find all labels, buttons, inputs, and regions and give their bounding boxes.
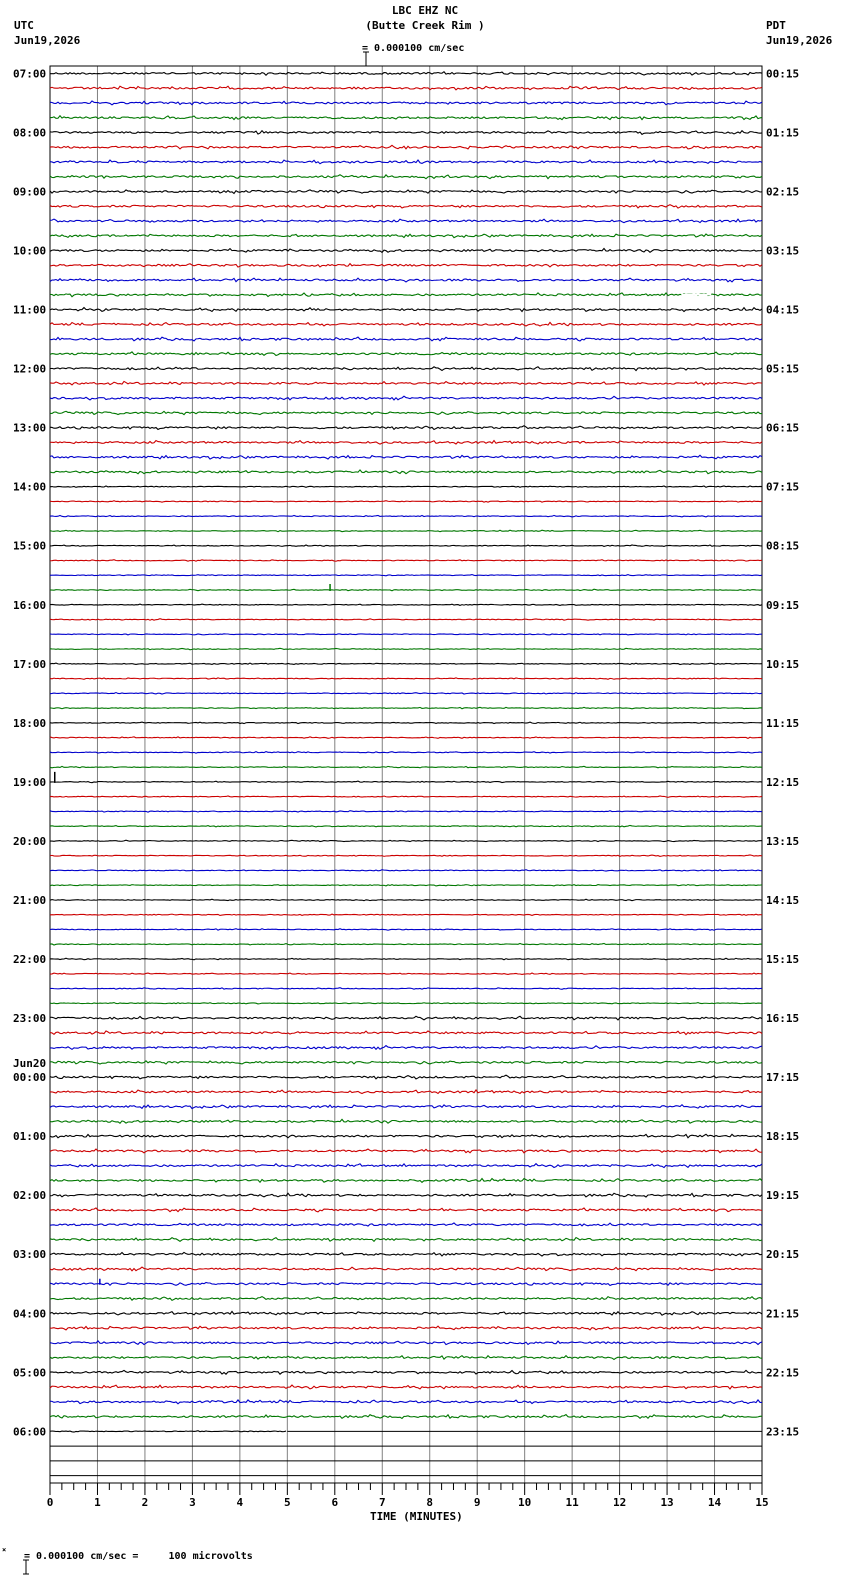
trace-row: [50, 1341, 762, 1345]
trace-row: [50, 72, 762, 76]
utc-hour-label: 09:00: [13, 185, 47, 199]
trace-row: [50, 530, 762, 532]
utc-hour-label: 19:00: [13, 775, 47, 789]
pdt-hour-label: 15:15: [766, 953, 800, 967]
pdt-hour-label: 14:15: [766, 893, 800, 907]
trace-row: [50, 929, 762, 930]
trace-row: [50, 1075, 762, 1079]
pdt-hour-label: 20:15: [766, 1248, 800, 1262]
utc-hour-label: 01:00: [13, 1130, 47, 1144]
pdt-hour-label: 05:15: [766, 362, 800, 376]
pdt-hour-label: 04:15: [766, 303, 800, 317]
x-tick-label: 12: [612, 1496, 627, 1509]
x-tick-label: 7: [378, 1496, 386, 1509]
trace-row: [50, 1415, 762, 1419]
trace-row: [50, 870, 762, 871]
utc-hour-label: 16:00: [13, 598, 47, 612]
trace-row: [50, 160, 762, 164]
right-timezone: PDT: [766, 19, 786, 32]
trace-row: [50, 560, 762, 562]
trace-row: [50, 663, 762, 664]
trace-row: [50, 1061, 762, 1064]
pdt-hour-label: 01:15: [766, 126, 800, 140]
trace-row: [50, 249, 762, 253]
trace-row: [50, 1193, 762, 1197]
plot-frame: [50, 66, 762, 1483]
trace-row: [50, 308, 762, 312]
trace-row: [50, 352, 762, 356]
utc-hour-label: 17:00: [13, 657, 47, 671]
pdt-hour-label: 00:15: [766, 67, 800, 81]
trace-row: [50, 796, 762, 797]
x-tick-label: 11: [565, 1496, 579, 1509]
pdt-hour-label: 10:15: [766, 657, 800, 671]
trace-row: [50, 766, 762, 767]
trace-row: [50, 914, 762, 915]
trace-row: [50, 973, 762, 974]
trace-row: [50, 825, 762, 826]
pdt-hour-label: 17:15: [766, 1071, 800, 1085]
utc-hour-label: 05:00: [13, 1366, 47, 1380]
trace-row: [50, 899, 762, 900]
utc-hour-label: 04:00: [13, 1307, 47, 1321]
trace-row: [50, 101, 762, 105]
utc-hour-label: 12:00: [13, 362, 47, 376]
trace-row: [50, 293, 762, 297]
trace-row: [50, 205, 762, 208]
trace-row: [50, 175, 762, 179]
trace-row: [50, 575, 762, 576]
utc-hour-label: 07:00: [13, 67, 47, 81]
trace-row: [50, 737, 762, 739]
utc-hour-label: 23:00: [13, 1012, 47, 1026]
trace-row: [50, 885, 762, 886]
trace-row: [50, 278, 762, 282]
utc-hour-label: 18:00: [13, 716, 47, 730]
pdt-hour-label: 07:15: [766, 480, 800, 494]
trace-row: [50, 958, 762, 960]
utc-hour-label: 14:00: [13, 480, 47, 494]
trace-row: [50, 589, 762, 590]
trace-row: [50, 455, 762, 459]
trace-row: [50, 1003, 762, 1004]
trace-row: [50, 470, 762, 474]
trace-row: [50, 604, 762, 605]
trace-row: [50, 367, 762, 371]
x-tick-label: 8: [426, 1496, 434, 1509]
trace-row: [50, 426, 762, 430]
trace-row: [50, 1179, 762, 1183]
trace-row: [50, 234, 762, 238]
x-tick-label: 15: [755, 1496, 769, 1509]
x-tick-label: 6: [331, 1496, 339, 1509]
pdt-hour-label: 02:15: [766, 185, 800, 199]
trace-row: [50, 1105, 762, 1109]
utc-hour-label: 03:00: [13, 1248, 47, 1262]
trace-row: [50, 1297, 762, 1301]
pdt-hour-label: 23:15: [766, 1425, 800, 1439]
pdt-hour-label: 08:15: [766, 539, 800, 553]
trace-row: [50, 486, 762, 487]
pdt-hour-label: 09:15: [766, 598, 800, 612]
footer-scale-label: = 0.000100 cm/sec = 100 microvolts: [24, 1551, 253, 1562]
pdt-hour-label: 13:15: [766, 834, 800, 848]
trace-row: [50, 116, 762, 120]
trace-row: [50, 1370, 762, 1374]
footer-marker-icon: ×: [2, 1546, 7, 1554]
pdt-hour-label: 06:15: [766, 421, 800, 435]
trace-row: [50, 678, 762, 679]
trace-row: [50, 1119, 762, 1123]
trace-row: [50, 648, 762, 649]
trace-row: [50, 396, 762, 400]
trace-row: [50, 545, 762, 546]
trace-row: [50, 515, 762, 517]
trace-row: [50, 1252, 762, 1256]
trace-row: [50, 634, 762, 635]
trace-row: [50, 1046, 762, 1050]
utc-hour-label: 10:00: [13, 244, 47, 258]
trace-row: [50, 722, 762, 723]
x-tick-label: 14: [707, 1496, 722, 1509]
trace-row: [50, 1311, 762, 1315]
trace-row: [50, 145, 762, 149]
trace-row: [50, 1031, 762, 1035]
trace-row: [50, 190, 762, 194]
trace-row: [50, 781, 762, 783]
trace-row: [50, 1149, 762, 1153]
pdt-hour-label: 22:15: [766, 1366, 800, 1380]
pdt-hour-label: 21:15: [766, 1307, 800, 1321]
x-axis-title: TIME (MINUTES): [370, 1510, 463, 1523]
trace-row: [50, 1326, 762, 1330]
x-tick-label: 13: [660, 1496, 674, 1509]
trace-row: [50, 131, 762, 135]
utc-hour-label: 02:00: [13, 1189, 47, 1203]
trace-row: [50, 381, 762, 385]
trace-row: [50, 1267, 762, 1271]
trace-row: [50, 752, 762, 753]
trace-row: [50, 1208, 762, 1212]
trace-row: [50, 1016, 762, 1020]
trace-row: [50, 411, 762, 414]
trace-row: [50, 1400, 762, 1404]
utc-hour-label: 11:00: [13, 303, 47, 317]
date-change-label: Jun20: [13, 1057, 47, 1071]
station-subtitle: (Butte Creek Rim ): [365, 19, 485, 32]
trace-row: [50, 1238, 762, 1242]
pdt-hour-label: 19:15: [766, 1189, 800, 1203]
trace-row: [50, 1283, 762, 1286]
x-tick-label: 9: [473, 1496, 481, 1509]
trace-row: [50, 1356, 762, 1360]
trace-row: [50, 1134, 762, 1138]
trace-row: [50, 1385, 762, 1389]
trace-row: [50, 441, 762, 445]
trace-row: [50, 943, 762, 945]
utc-hour-label: 06:00: [13, 1425, 47, 1439]
trace-row: [50, 811, 762, 812]
pdt-hour-label: 03:15: [766, 244, 800, 258]
trace-row: [50, 1164, 762, 1168]
x-tick-label: 10: [518, 1496, 532, 1509]
left-timezone: UTC: [14, 19, 34, 32]
trace-row: [50, 707, 762, 708]
utc-hour-label: 00:00: [13, 1071, 47, 1085]
trace-row: [50, 693, 762, 694]
utc-hour-label: 13:00: [13, 421, 47, 435]
x-tick-label: 0: [46, 1496, 54, 1509]
x-tick-label: 5: [284, 1496, 291, 1509]
trace-row: [50, 855, 762, 856]
pdt-hour-label: 16:15: [766, 1012, 800, 1026]
utc-hour-label: 08:00: [13, 126, 47, 140]
right-date: Jun19,2026: [766, 34, 833, 47]
utc-hour-label: 21:00: [13, 893, 47, 907]
trace-row: [50, 322, 762, 326]
trace-row: [50, 619, 762, 620]
trace-row: [50, 1223, 762, 1226]
x-tick-label: 4: [236, 1496, 244, 1509]
trace-row: [50, 840, 762, 841]
pdt-hour-label: 12:15: [766, 775, 800, 789]
utc-hour-label: 15:00: [13, 539, 47, 553]
left-date: Jun19,2026: [14, 34, 81, 47]
trace-row: [50, 219, 762, 223]
trace-row: [50, 1431, 286, 1432]
scale-label: = 0.000100 cm/sec: [362, 43, 465, 54]
utc-hour-label: 20:00: [13, 834, 47, 848]
trace-row: [50, 264, 762, 267]
x-tick-label: 3: [189, 1496, 196, 1509]
x-tick-label: 1: [94, 1496, 101, 1509]
pdt-hour-label: 11:15: [766, 716, 800, 730]
trace-row: [50, 337, 762, 341]
pdt-hour-label: 18:15: [766, 1130, 800, 1144]
utc-hour-label: 22:00: [13, 953, 47, 967]
trace-row: [50, 501, 762, 502]
trace-row: [50, 1090, 762, 1094]
trace-row: [50, 86, 762, 90]
station-title: LBC EHZ NC: [391, 4, 459, 17]
trace-row: [50, 988, 762, 990]
x-tick-label: 2: [141, 1496, 149, 1509]
